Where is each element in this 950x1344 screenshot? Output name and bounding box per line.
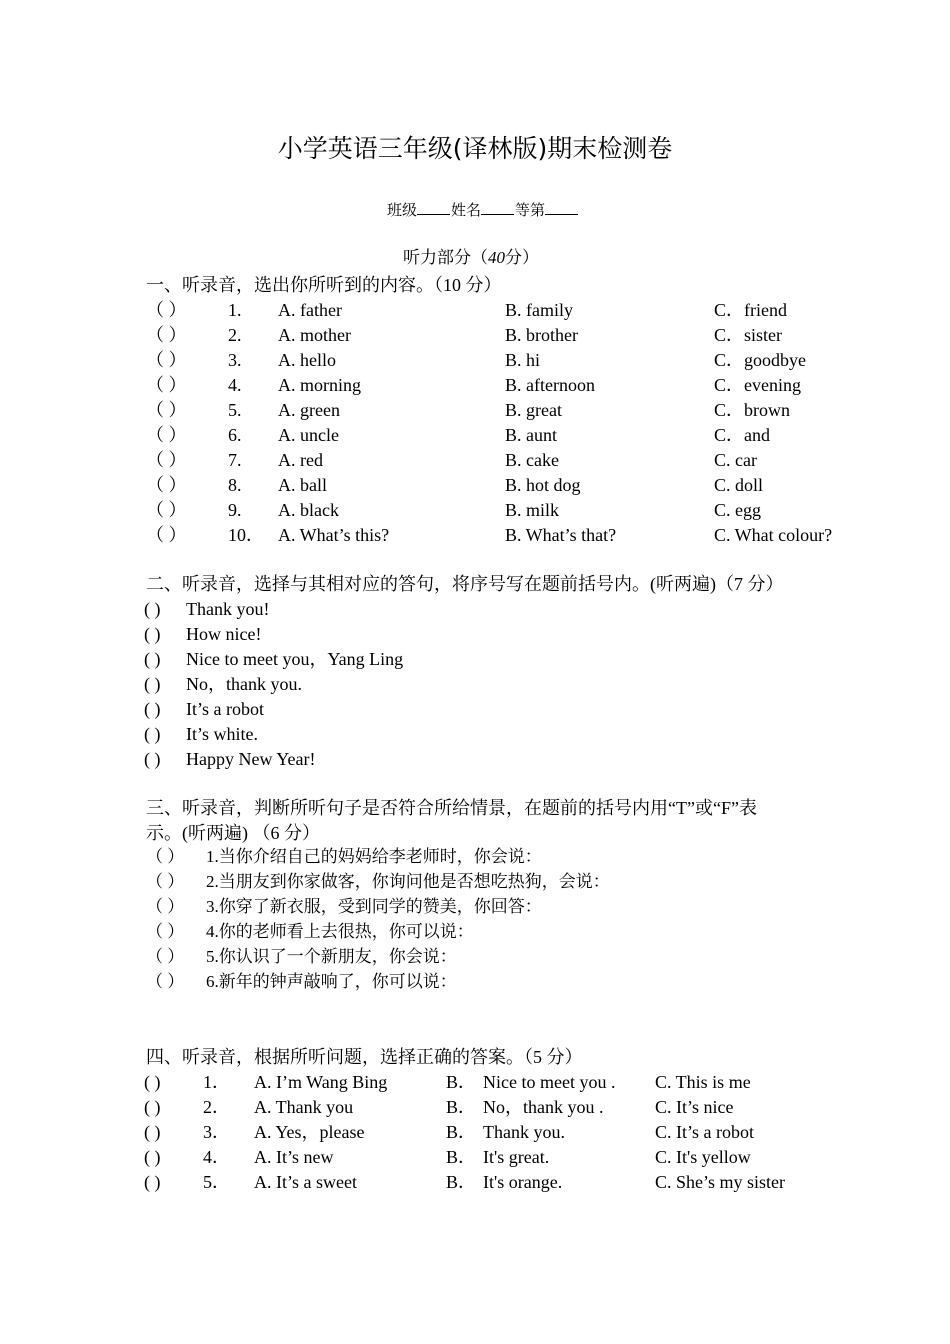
question-row bbox=[0, 374, 950, 399]
class-blank[interactable] bbox=[417, 200, 450, 215]
option-a: A. black bbox=[278, 500, 339, 520]
question-number: 4． bbox=[203, 1147, 230, 1167]
option-b: B. brother bbox=[505, 325, 578, 345]
option-c: C．sister bbox=[714, 325, 783, 345]
answer-parentheses[interactable]: （ ） bbox=[146, 922, 185, 941]
question-row bbox=[0, 499, 950, 524]
judgement-row bbox=[0, 846, 950, 871]
answer-parentheses[interactable]: ( ) bbox=[144, 599, 161, 619]
answer-parentheses[interactable]: ( ) bbox=[144, 1172, 161, 1192]
page-title: 小学英语三年级(译林版)期末检测卷 bbox=[277, 134, 673, 163]
name-blank[interactable] bbox=[481, 200, 514, 215]
option-a: A. morning bbox=[278, 375, 361, 395]
question-number: 5． bbox=[203, 1172, 230, 1192]
question-number: 7. bbox=[228, 450, 242, 470]
answer-row bbox=[0, 1171, 950, 1196]
option-b: B. hi bbox=[505, 350, 541, 370]
option-c: C．and bbox=[714, 425, 770, 445]
question-row bbox=[0, 399, 950, 424]
listening-label: 听力部分（ bbox=[403, 248, 488, 267]
option-a: A. red bbox=[278, 450, 323, 470]
option-c: C. She’s my sister bbox=[655, 1172, 786, 1192]
section-2-heading: 二、听录音，选择与其相对应的答句，将序号写在题前括号内。(听两遍)（7 分） bbox=[146, 574, 784, 594]
option-c: C．goodbye bbox=[714, 350, 806, 370]
option-c: C. It’s a robot bbox=[655, 1122, 754, 1142]
situation-text: 3.你穿了新衣服，受到同学的赞美，你回答： bbox=[206, 897, 542, 916]
section-3-heading-line1: 三、听录音，判断所听句子是否符合所给情景，在题前的括号内用“T”或“F”表 bbox=[146, 798, 757, 818]
question-row bbox=[0, 474, 950, 499]
option-a: A. green bbox=[278, 400, 340, 420]
option-a: A. It’s a sweet bbox=[254, 1172, 357, 1192]
option-a: A. hello bbox=[278, 350, 336, 370]
option-a: A. It’s new bbox=[254, 1147, 334, 1167]
option-c: C．brown bbox=[714, 400, 790, 420]
option-b: No，thank you . bbox=[483, 1097, 604, 1117]
student-info-line bbox=[0, 200, 950, 222]
question-number: 3． bbox=[203, 1122, 230, 1142]
option-b-label: B． bbox=[446, 1072, 477, 1092]
judgement-row bbox=[0, 921, 950, 946]
answer-parentheses[interactable]: ( ) bbox=[144, 674, 161, 694]
option-b: B. great bbox=[505, 400, 562, 420]
option-c: C. car bbox=[714, 450, 757, 470]
answer-parentheses[interactable]: ( ) bbox=[144, 1072, 161, 1092]
response-row bbox=[0, 648, 950, 673]
option-b: It's orange. bbox=[483, 1172, 563, 1192]
response-row bbox=[0, 623, 950, 648]
grade-blank[interactable] bbox=[545, 200, 578, 215]
name-label: 姓名 bbox=[450, 203, 481, 219]
situation-text: 6.新年的钟声敲响了，你可以说： bbox=[206, 972, 457, 991]
question-number: 3. bbox=[228, 350, 242, 370]
response-text: Happy New Year! bbox=[186, 749, 316, 769]
judgement-row bbox=[0, 871, 950, 896]
answer-parentheses[interactable]: （ ） bbox=[146, 500, 187, 520]
answer-parentheses[interactable]: （ ） bbox=[146, 897, 185, 916]
option-a: A. ball bbox=[278, 475, 327, 495]
question-number: 8. bbox=[228, 475, 242, 495]
option-c: C. It’s nice bbox=[655, 1097, 734, 1117]
answer-parentheses[interactable]: ( ) bbox=[144, 699, 161, 719]
answer-parentheses[interactable]: （ ） bbox=[146, 325, 187, 345]
answer-parentheses[interactable]: （ ） bbox=[146, 350, 187, 370]
answer-parentheses[interactable]: （ ） bbox=[146, 872, 185, 891]
response-row bbox=[0, 723, 950, 748]
section-3-heading-line2: 示。(听两遍) （6 分） bbox=[146, 823, 320, 843]
judgement-row bbox=[0, 946, 950, 971]
answer-parentheses[interactable]: ( ) bbox=[144, 1147, 161, 1167]
option-b: B. hot dog bbox=[505, 475, 581, 495]
situation-text: 1.当你介绍自己的妈妈给李老师时，你会说： bbox=[206, 847, 542, 866]
answer-parentheses[interactable]: （ ） bbox=[146, 375, 187, 395]
answer-parentheses[interactable]: （ ） bbox=[146, 847, 185, 866]
option-b: B. aunt bbox=[505, 425, 557, 445]
answer-parentheses[interactable]: ( ) bbox=[144, 1122, 161, 1142]
option-b: B. family bbox=[505, 300, 573, 320]
answer-parentheses[interactable]: ( ) bbox=[144, 724, 161, 744]
question-row bbox=[0, 349, 950, 374]
response-row bbox=[0, 598, 950, 623]
option-c: C. What colour? bbox=[714, 525, 833, 545]
answer-parentheses[interactable]: （ ） bbox=[146, 450, 187, 470]
option-a: A. uncle bbox=[278, 425, 339, 445]
option-c: C. doll bbox=[714, 475, 764, 495]
option-c: C. egg bbox=[714, 500, 761, 520]
question-number: 5. bbox=[228, 400, 242, 420]
option-b: B. What’s that? bbox=[505, 525, 617, 545]
answer-parentheses[interactable]: ( ) bbox=[144, 649, 161, 669]
option-a: A. Thank you bbox=[254, 1097, 354, 1117]
listening-score: 40 bbox=[488, 248, 505, 267]
response-row bbox=[0, 673, 950, 698]
response-row bbox=[0, 698, 950, 723]
grade-label: 等第 bbox=[515, 203, 546, 219]
option-c: C. This is me bbox=[655, 1072, 751, 1092]
response-text: Thank you! bbox=[186, 599, 270, 619]
answer-parentheses[interactable]: （ ） bbox=[146, 400, 187, 420]
answer-row bbox=[0, 1096, 950, 1121]
answer-parentheses[interactable]: ( ) bbox=[144, 749, 161, 769]
response-text: It’s a robot bbox=[186, 699, 264, 719]
option-b-label: B． bbox=[446, 1097, 477, 1117]
class-label: 班级 bbox=[386, 203, 417, 219]
option-c: C．evening bbox=[714, 375, 801, 395]
answer-parentheses[interactable]: （ ） bbox=[146, 475, 187, 495]
situation-text: 5.你认识了一个新朋友，你会说： bbox=[206, 947, 457, 966]
option-b-label: B． bbox=[446, 1147, 477, 1167]
option-b: B. afternoon bbox=[505, 375, 595, 395]
option-a: A. Yes，please bbox=[254, 1122, 365, 1142]
section-4-heading: 四、听录音，根据所听问题，选择正确的答案。（5 分） bbox=[146, 1047, 583, 1067]
response-text: Nice to meet you，Yang Ling bbox=[186, 649, 404, 669]
section-1-heading: 一、听录音，选出你所听到的内容。（10 分） bbox=[146, 275, 502, 295]
option-b-label: B． bbox=[446, 1122, 477, 1142]
question-number: 2． bbox=[203, 1097, 230, 1117]
option-a: A. What’s this? bbox=[278, 525, 390, 545]
response-row bbox=[0, 748, 950, 773]
question-row bbox=[0, 299, 950, 324]
answer-row bbox=[0, 1071, 950, 1096]
option-a: A. mother bbox=[278, 325, 351, 345]
question-row bbox=[0, 449, 950, 474]
option-b: Nice to meet you . bbox=[483, 1072, 616, 1092]
question-number: 1. bbox=[228, 300, 242, 320]
answer-parentheses[interactable]: ( ) bbox=[144, 624, 161, 644]
question-row bbox=[0, 324, 950, 349]
question-number: 2. bbox=[228, 325, 242, 345]
question-number: 1． bbox=[203, 1072, 230, 1092]
response-text: It’s white. bbox=[186, 724, 258, 744]
option-b: Thank you. bbox=[483, 1122, 565, 1142]
answer-parentheses[interactable]: ( ) bbox=[144, 1097, 161, 1117]
answer-row bbox=[0, 1121, 950, 1146]
question-row bbox=[0, 524, 950, 549]
judgement-row bbox=[0, 971, 950, 996]
situation-text: 4.你的老师看上去很热，你可以说： bbox=[206, 922, 474, 941]
listening-part-heading bbox=[0, 247, 942, 269]
answer-parentheses[interactable]: （ ） bbox=[146, 525, 187, 545]
answer-parentheses[interactable]: （ ） bbox=[146, 300, 187, 320]
question-number: 4. bbox=[228, 375, 242, 395]
option-a: A. I’m Wang Bing bbox=[254, 1072, 388, 1092]
question-number: 10． bbox=[228, 525, 264, 545]
option-b: B. milk bbox=[505, 500, 560, 520]
answer-row bbox=[0, 1146, 950, 1171]
option-c: C. It's yellow bbox=[655, 1147, 751, 1167]
question-row bbox=[0, 424, 950, 449]
option-b-label: B． bbox=[446, 1172, 477, 1192]
question-number: 6. bbox=[228, 425, 242, 445]
option-b: B. cake bbox=[505, 450, 559, 470]
answer-parentheses[interactable]: （ ） bbox=[146, 947, 185, 966]
listening-unit: 分） bbox=[505, 248, 539, 267]
question-number: 9. bbox=[228, 500, 242, 520]
answer-parentheses[interactable]: （ ） bbox=[146, 425, 187, 445]
response-text: No，thank you. bbox=[186, 674, 302, 694]
response-text: How nice! bbox=[186, 624, 262, 644]
answer-parentheses[interactable]: （ ） bbox=[146, 972, 185, 991]
option-c: C．friend bbox=[714, 300, 787, 320]
judgement-row bbox=[0, 896, 950, 921]
situation-text: 2.当朋友到你家做客，你询问他是否想吃热狗，会说： bbox=[206, 872, 610, 891]
option-a: A. father bbox=[278, 300, 342, 320]
option-b: It's great. bbox=[483, 1147, 550, 1167]
